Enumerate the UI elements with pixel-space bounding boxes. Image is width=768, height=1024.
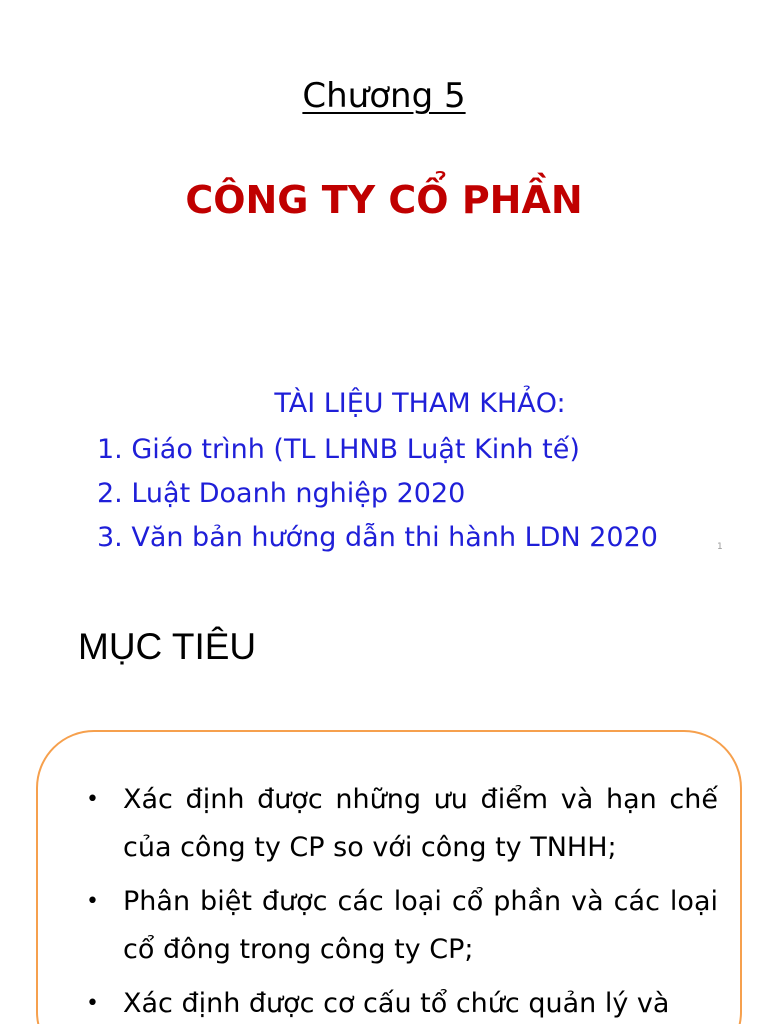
page-number: 1 (717, 542, 723, 552)
objective-item (86, 980, 718, 1024)
references-heading: TÀI LIỆU THAM KHẢO: (274, 388, 566, 419)
objective-text: Phân biệt được các loại cổ phần và các loại cổ đông trong công ty CP; (123, 886, 718, 965)
bullet-icon: • (86, 991, 99, 1016)
objective-text: Xác định được cơ cấu tổ chức quản lý và (123, 988, 670, 1019)
reference-item: 1. Giáo trình (TL LHNB Luật Kinh tế) (97, 434, 580, 465)
bullet-icon: • (86, 889, 99, 914)
chapter-title: CÔNG TY CỔ PHẦN (185, 178, 583, 222)
chapter-heading: Chương 5 (302, 76, 466, 116)
objective-item (86, 878, 718, 974)
objectives-list (86, 776, 718, 1024)
objective-item (86, 776, 718, 872)
reference-item: 3. Văn bản hướng dẫn thi hành LDN 2020 (97, 522, 658, 553)
reference-item: 2. Luật Doanh nghiệp 2020 (97, 478, 466, 509)
objective-text: Xác định được những ưu điểm và hạn chế của công ty CP so với công ty TNHH; (123, 784, 718, 863)
bullet-icon: • (86, 787, 99, 812)
objectives-title: MỤC TIÊU (78, 626, 257, 667)
references-section (0, 382, 768, 553)
references-list (97, 428, 737, 560)
